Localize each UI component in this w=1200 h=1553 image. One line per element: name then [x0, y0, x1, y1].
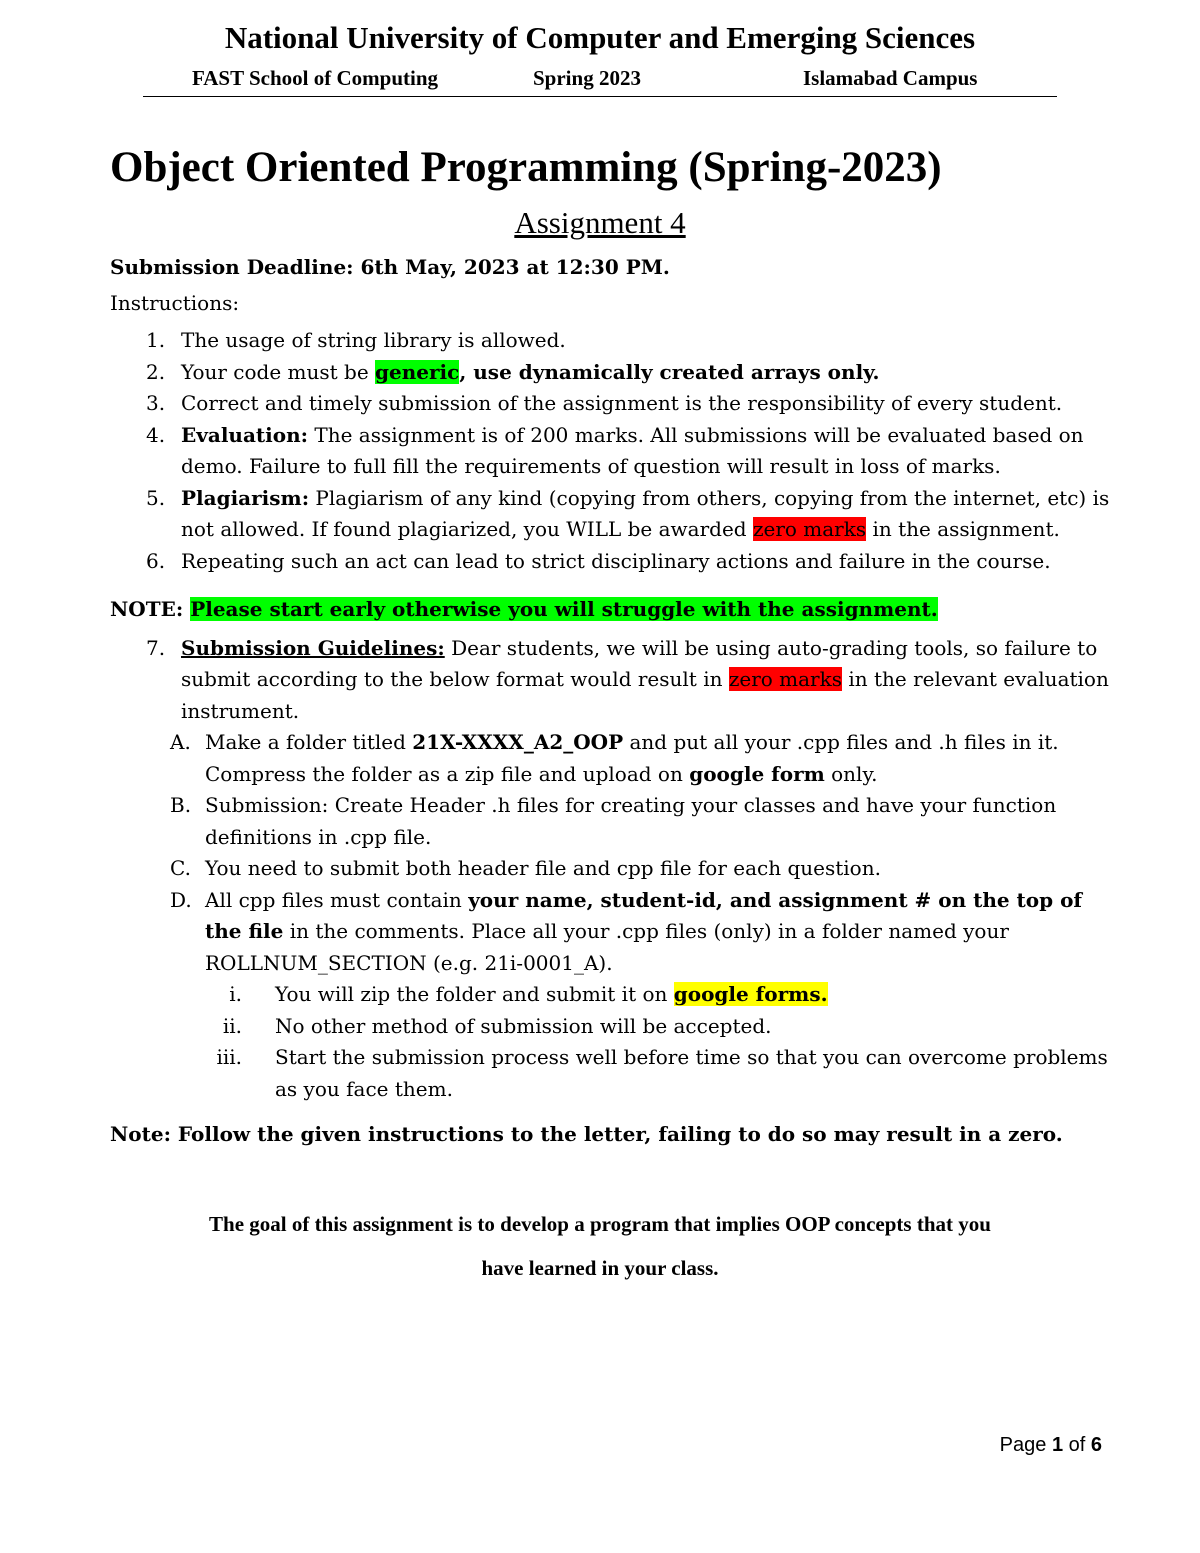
- instruction-item: 1. The usage of string library is allowed.: [146, 328, 566, 352]
- guidelines-item: 7. Submission Guidelines: Dear students, we will be using auto-grading tools, so failure to submit according to the below format would result in zero marks in the relevant evaluation instrument.: [146, 635, 1109, 723]
- instruction-item: 2. Your code must be generic, use dynamically created arrays only.: [146, 359, 880, 384]
- highlight-generic: generic: [375, 359, 460, 384]
- university-name: National University of Computer and Emerging Sciences: [224, 20, 976, 55]
- assignment-number: Assignment 4: [514, 205, 686, 240]
- guideline-subitem: A. Make a folder titled 21X-XXXX_A2_OOP and put all your .cpp files and .h files in it. Compress the folder as a zip file and upload on google form only.: [170, 730, 1059, 786]
- highlight-start-early: Please start early otherwise you will struggle with the assignment.: [190, 597, 938, 621]
- guideline-roman-item: ii. No other method of submission will be accepted.: [222, 1013, 772, 1038]
- header-divider: [143, 96, 1057, 97]
- highlight-google-forms: google forms.: [673, 982, 828, 1006]
- page-number: Page 1 of 6: [999, 1434, 1102, 1456]
- instruction-item: 5. Plagiarism: Plagiarism of any kind (copying from others, copying from the internet, etc) is not allowed. If found plagiarized, you WILL be awarded zero marks in the assignment.: [146, 485, 1110, 541]
- guideline-subitem: C. You need to submit both header file and cpp file for each question.: [170, 856, 881, 880]
- assignment-goal: The goal of this assignment is to develop a program that implies OOP concepts that you have learned in your class.: [209, 1212, 991, 1280]
- guideline-subitem: B. Submission: Create Header .h files for creating your classes and have your function definitions in .cpp file.: [170, 793, 1057, 849]
- instructions-section: [110, 250, 1110, 1151]
- instruction-item: 4. Evaluation: The assignment is of 200 marks. All submissions will be evaluated based on demo. Failure to full fill the requirements of question will result in loss of marks.: [146, 422, 1084, 478]
- page-title: Object Oriented Programming (Spring-2023): [110, 144, 942, 191]
- guideline-roman-item: i. You will zip the folder and submit it on google forms.: [229, 982, 828, 1006]
- instruction-item: 3. Correct and timely submission of the assignment is the responsibility of every student.: [146, 391, 1063, 415]
- school-name: FAST School of Computing: [192, 66, 439, 90]
- final-note: Note: Follow the given instructions to the letter, failing to do so may result in a zero.: [110, 1122, 1063, 1146]
- guideline-roman-item: iii. Start the submission process well before time so that you can overcome problems as you face them.: [216, 1045, 1108, 1101]
- instruction-item: 6. Repeating such an act can lead to strict disciplinary actions and failure in the course.: [146, 548, 1051, 573]
- note-early: NOTE: Please start early otherwise you will struggle with the assignment.: [110, 597, 938, 621]
- campus: Islamabad Campus: [803, 66, 978, 90]
- semester: Spring 2023: [533, 66, 641, 90]
- highlight-zero-marks: zero marks: [728, 667, 842, 691]
- guideline-subitem: D. All cpp files must contain your name, student-id, and assignment # on the top of the file in the comments. Place all your .cpp files (only) in a folder named your ROLLNUM_SECTION (e.g. 21i-0001_A).: [170, 887, 1083, 975]
- instructions-label: Instructions:: [110, 290, 240, 315]
- submission-deadline: Submission Deadline: 6th May, 2023 at 12:30 PM.: [110, 255, 670, 279]
- sub-header: [0, 66, 1200, 94]
- highlight-zero-marks: zero marks: [752, 517, 867, 541]
